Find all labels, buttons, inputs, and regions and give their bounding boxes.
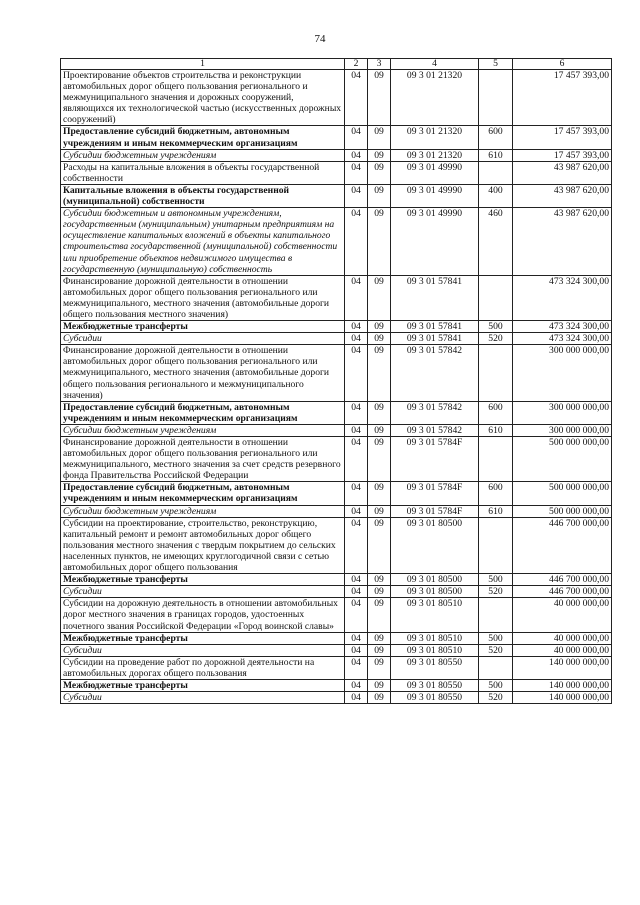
table-row — [61, 482, 612, 505]
table-row — [61, 598, 612, 632]
row-target-article-cell: 09 3 01 49990 — [391, 184, 479, 207]
table-row — [61, 161, 612, 184]
row-subsection-cell: 09 — [368, 424, 391, 436]
row-amount-cell: 17 457 393,00 — [513, 70, 612, 126]
table-row — [61, 70, 612, 126]
row-target-article-cell: 09 3 01 80500 — [391, 586, 479, 598]
row-section-cell: 04 — [345, 424, 368, 436]
row-amount-cell: 40 000 000,00 — [513, 644, 612, 656]
row-subsection-cell: 09 — [368, 574, 391, 586]
row-subsection-cell: 09 — [368, 321, 391, 333]
row-amount-cell: 473 324 300,00 — [513, 275, 612, 320]
row-amount-cell: 473 324 300,00 — [513, 333, 612, 345]
row-section-cell: 04 — [345, 333, 368, 345]
row-amount-cell: 446 700 000,00 — [513, 574, 612, 586]
table-row — [61, 632, 612, 644]
row-section-cell: 04 — [345, 505, 368, 517]
row-target-article-cell: 09 3 01 5784F — [391, 505, 479, 517]
row-expense-type-cell — [479, 70, 513, 126]
row-expense-type-cell: 400 — [479, 184, 513, 207]
row-name-cell: Межбюджетные трансферты — [61, 574, 345, 586]
row-subsection-cell: 09 — [368, 632, 391, 644]
budget-table — [60, 58, 612, 704]
row-target-article-cell: 09 3 01 80500 — [391, 574, 479, 586]
row-name-cell: Финансирование дорожной деятельности в отношении автомобильных дорог общего пользования регионального или межмуниципального, местного значения (автомобильные дороги общего пользования местного значения) — [61, 275, 345, 320]
row-section-cell: 04 — [345, 586, 368, 598]
row-expense-type-cell: 520 — [479, 692, 513, 704]
row-expense-type-cell: 520 — [479, 586, 513, 598]
row-subsection-cell: 09 — [368, 644, 391, 656]
row-subsection-cell: 09 — [368, 586, 391, 598]
row-amount-cell: 446 700 000,00 — [513, 517, 612, 573]
row-expense-type-cell: 460 — [479, 208, 513, 276]
table-row — [61, 692, 612, 704]
row-expense-type-cell — [479, 598, 513, 632]
row-name-cell: Субсидии — [61, 644, 345, 656]
row-amount-cell: 300 000 000,00 — [513, 424, 612, 436]
row-name-cell: Субсидии бюджетным учреждениям — [61, 424, 345, 436]
row-section-cell: 04 — [345, 126, 368, 149]
row-subsection-cell: 09 — [368, 275, 391, 320]
row-amount-cell: 40 000 000,00 — [513, 598, 612, 632]
row-amount-cell: 43 987 620,00 — [513, 184, 612, 207]
row-name-cell: Субсидии — [61, 333, 345, 345]
row-section-cell: 04 — [345, 644, 368, 656]
row-subsection-cell: 09 — [368, 345, 391, 401]
column-header: 6 — [513, 59, 612, 70]
table-row — [61, 149, 612, 161]
row-name-cell: Субсидии на проведение работ по дорожной деятельности на автомобильных дорогах общего пользования — [61, 656, 345, 679]
row-name-cell: Капитальные вложения в объекты государственной (муниципальной) собственности — [61, 184, 345, 207]
row-target-article-cell: 09 3 01 57842 — [391, 424, 479, 436]
page-number: 74 — [314, 33, 326, 45]
row-expense-type-cell — [479, 437, 513, 482]
table-row — [61, 401, 612, 424]
row-target-article-cell: 09 3 01 57841 — [391, 333, 479, 345]
row-name-cell: Межбюджетные трансферты — [61, 679, 345, 691]
table-body — [61, 70, 612, 704]
row-subsection-cell: 09 — [368, 679, 391, 691]
table-row — [61, 345, 612, 401]
row-target-article-cell: 09 3 01 5784F — [391, 482, 479, 505]
row-name-cell: Предоставление субсидий бюджетным, автономным учреждениям и иным некоммерческим организациям — [61, 401, 345, 424]
row-subsection-cell: 09 — [368, 149, 391, 161]
row-section-cell: 04 — [345, 517, 368, 573]
row-target-article-cell: 09 3 01 80550 — [391, 692, 479, 704]
table-row — [61, 644, 612, 656]
row-subsection-cell: 09 — [368, 184, 391, 207]
row-expense-type-cell: 600 — [479, 126, 513, 149]
row-target-article-cell: 09 3 01 49990 — [391, 161, 479, 184]
table-row — [61, 126, 612, 149]
table-row — [61, 321, 612, 333]
row-amount-cell: 500 000 000,00 — [513, 505, 612, 517]
column-header: 1 — [61, 59, 345, 70]
row-target-article-cell: 09 3 01 80550 — [391, 656, 479, 679]
row-section-cell: 04 — [345, 482, 368, 505]
row-target-article-cell: 09 3 01 21320 — [391, 149, 479, 161]
row-amount-cell: 500 000 000,00 — [513, 437, 612, 482]
table-row — [61, 517, 612, 573]
row-target-article-cell: 09 3 01 57841 — [391, 321, 479, 333]
row-amount-cell: 140 000 000,00 — [513, 656, 612, 679]
row-target-article-cell: 09 3 01 57842 — [391, 345, 479, 401]
row-section-cell: 04 — [345, 632, 368, 644]
row-name-cell: Проектирование объектов строительства и реконструкции автомобильных дорог общего пользования регионального и межмуниципального значения и дорожных сооружений, являющихся их технологической частью (искусственных дорожных сооружений) — [61, 70, 345, 126]
row-amount-cell: 140 000 000,00 — [513, 679, 612, 691]
row-section-cell: 04 — [345, 401, 368, 424]
row-section-cell: 04 — [345, 656, 368, 679]
table-row — [61, 679, 612, 691]
row-amount-cell: 40 000 000,00 — [513, 632, 612, 644]
row-section-cell: 04 — [345, 574, 368, 586]
row-subsection-cell: 09 — [368, 161, 391, 184]
table-row — [61, 656, 612, 679]
row-amount-cell: 140 000 000,00 — [513, 692, 612, 704]
row-expense-type-cell: 610 — [479, 149, 513, 161]
row-section-cell: 04 — [345, 679, 368, 691]
row-amount-cell: 300 000 000,00 — [513, 345, 612, 401]
row-subsection-cell: 09 — [368, 401, 391, 424]
row-subsection-cell: 09 — [368, 656, 391, 679]
row-name-cell: Межбюджетные трансферты — [61, 321, 345, 333]
row-name-cell: Финансирование дорожной деятельности в отношении автомобильных дорог общего пользования регионального или межмуниципального, местного значения (автомобильные дороги общего пользования регионального и межмуниципального значения) — [61, 345, 345, 401]
row-section-cell: 04 — [345, 598, 368, 632]
row-expense-type-cell — [479, 275, 513, 320]
row-target-article-cell: 09 3 01 21320 — [391, 70, 479, 126]
row-name-cell: Межбюджетные трансферты — [61, 632, 345, 644]
table-row — [61, 208, 612, 276]
row-expense-type-cell: 500 — [479, 574, 513, 586]
row-amount-cell: 17 457 393,00 — [513, 149, 612, 161]
row-expense-type-cell: 500 — [479, 679, 513, 691]
row-section-cell: 04 — [345, 692, 368, 704]
row-name-cell: Субсидии на дорожную деятельность в отношении автомобильных дорог местного значения в границах городов, удостоенных почетного звания Российской Федерации «Город воинской славы» — [61, 598, 345, 632]
row-expense-type-cell — [479, 656, 513, 679]
row-subsection-cell: 09 — [368, 437, 391, 482]
row-subsection-cell: 09 — [368, 598, 391, 632]
row-expense-type-cell: 520 — [479, 644, 513, 656]
row-subsection-cell: 09 — [368, 692, 391, 704]
row-amount-cell: 17 457 393,00 — [513, 126, 612, 149]
row-amount-cell: 500 000 000,00 — [513, 482, 612, 505]
column-header: 4 — [391, 59, 479, 70]
row-amount-cell: 43 987 620,00 — [513, 161, 612, 184]
row-target-article-cell: 09 3 01 80500 — [391, 517, 479, 573]
row-expense-type-cell: 610 — [479, 424, 513, 436]
row-amount-cell: 300 000 000,00 — [513, 401, 612, 424]
row-expense-type-cell: 500 — [479, 632, 513, 644]
row-expense-type-cell — [479, 161, 513, 184]
row-amount-cell: 446 700 000,00 — [513, 586, 612, 598]
row-target-article-cell: 09 3 01 80550 — [391, 679, 479, 691]
row-target-article-cell: 09 3 01 5784F — [391, 437, 479, 482]
row-subsection-cell: 09 — [368, 70, 391, 126]
table-row — [61, 586, 612, 598]
row-section-cell: 04 — [345, 161, 368, 184]
row-name-cell: Субсидии — [61, 586, 345, 598]
row-name-cell: Предоставление субсидий бюджетным, автономным учреждениям и иным некоммерческим организациям — [61, 126, 345, 149]
table-row — [61, 184, 612, 207]
row-target-article-cell: 09 3 01 80510 — [391, 644, 479, 656]
table-row — [61, 505, 612, 517]
row-amount-cell: 473 324 300,00 — [513, 321, 612, 333]
row-subsection-cell: 09 — [368, 208, 391, 276]
row-name-cell: Субсидии — [61, 692, 345, 704]
row-section-cell: 04 — [345, 184, 368, 207]
row-name-cell: Предоставление субсидий бюджетным, автономным учреждениям и иным некоммерческим организациям — [61, 482, 345, 505]
table-row — [61, 424, 612, 436]
table-row — [61, 437, 612, 482]
row-expense-type-cell: 610 — [479, 505, 513, 517]
row-target-article-cell: 09 3 01 80510 — [391, 632, 479, 644]
column-header: 2 — [345, 59, 368, 70]
row-name-cell: Субсидии на проектирование, строительство, реконструкцию, капитальный ремонт и ремонт автомобильных дорог общего пользования местного значения с твердым покрытием до сельских населенных пунктов, не имеющих круглогодичной связи с сетью автомобильных дорог общего пользования — [61, 517, 345, 573]
row-section-cell: 04 — [345, 208, 368, 276]
table-row — [61, 574, 612, 586]
row-expense-type-cell: 520 — [479, 333, 513, 345]
row-name-cell: Расходы на капитальные вложения в объекты государственной собственности — [61, 161, 345, 184]
row-expense-type-cell: 600 — [479, 482, 513, 505]
row-section-cell: 04 — [345, 321, 368, 333]
row-section-cell: 04 — [345, 275, 368, 320]
row-expense-type-cell: 600 — [479, 401, 513, 424]
row-target-article-cell: 09 3 01 80510 — [391, 598, 479, 632]
row-name-cell: Субсидии бюджетным и автономным учреждениям, государственным (муниципальным) унитарным предприятиям на осуществление капитальных вложений в объекты капитального строительства государственной (муниципальной) собственности или приобретение объектов недвижимого имущества в государственную (муниципальную) собственность — [61, 208, 345, 276]
row-target-article-cell: 09 3 01 21320 — [391, 126, 479, 149]
row-subsection-cell: 09 — [368, 333, 391, 345]
column-header: 5 — [479, 59, 513, 70]
row-expense-type-cell — [479, 517, 513, 573]
row-subsection-cell: 09 — [368, 517, 391, 573]
row-subsection-cell: 09 — [368, 126, 391, 149]
column-header: 3 — [368, 59, 391, 70]
row-expense-type-cell: 500 — [479, 321, 513, 333]
row-section-cell: 04 — [345, 345, 368, 401]
table-header-row — [61, 59, 612, 70]
row-target-article-cell: 09 3 01 57842 — [391, 401, 479, 424]
row-section-cell: 04 — [345, 70, 368, 126]
row-subsection-cell: 09 — [368, 505, 391, 517]
row-expense-type-cell — [479, 345, 513, 401]
row-amount-cell: 43 987 620,00 — [513, 208, 612, 276]
row-name-cell: Финансирование дорожной деятельности в отношении автомобильных дорог общего пользования регионального или межмуниципального, местного значения за счет средств резервного фонда Правительства Российской Федерации — [61, 437, 345, 482]
row-target-article-cell: 09 3 01 49990 — [391, 208, 479, 276]
table-row — [61, 275, 612, 320]
row-subsection-cell: 09 — [368, 482, 391, 505]
row-name-cell: Субсидии бюджетным учреждениям — [61, 505, 345, 517]
table-row — [61, 333, 612, 345]
row-section-cell: 04 — [345, 149, 368, 161]
row-section-cell: 04 — [345, 437, 368, 482]
row-target-article-cell: 09 3 01 57841 — [391, 275, 479, 320]
row-name-cell: Субсидии бюджетным учреждениям — [61, 149, 345, 161]
